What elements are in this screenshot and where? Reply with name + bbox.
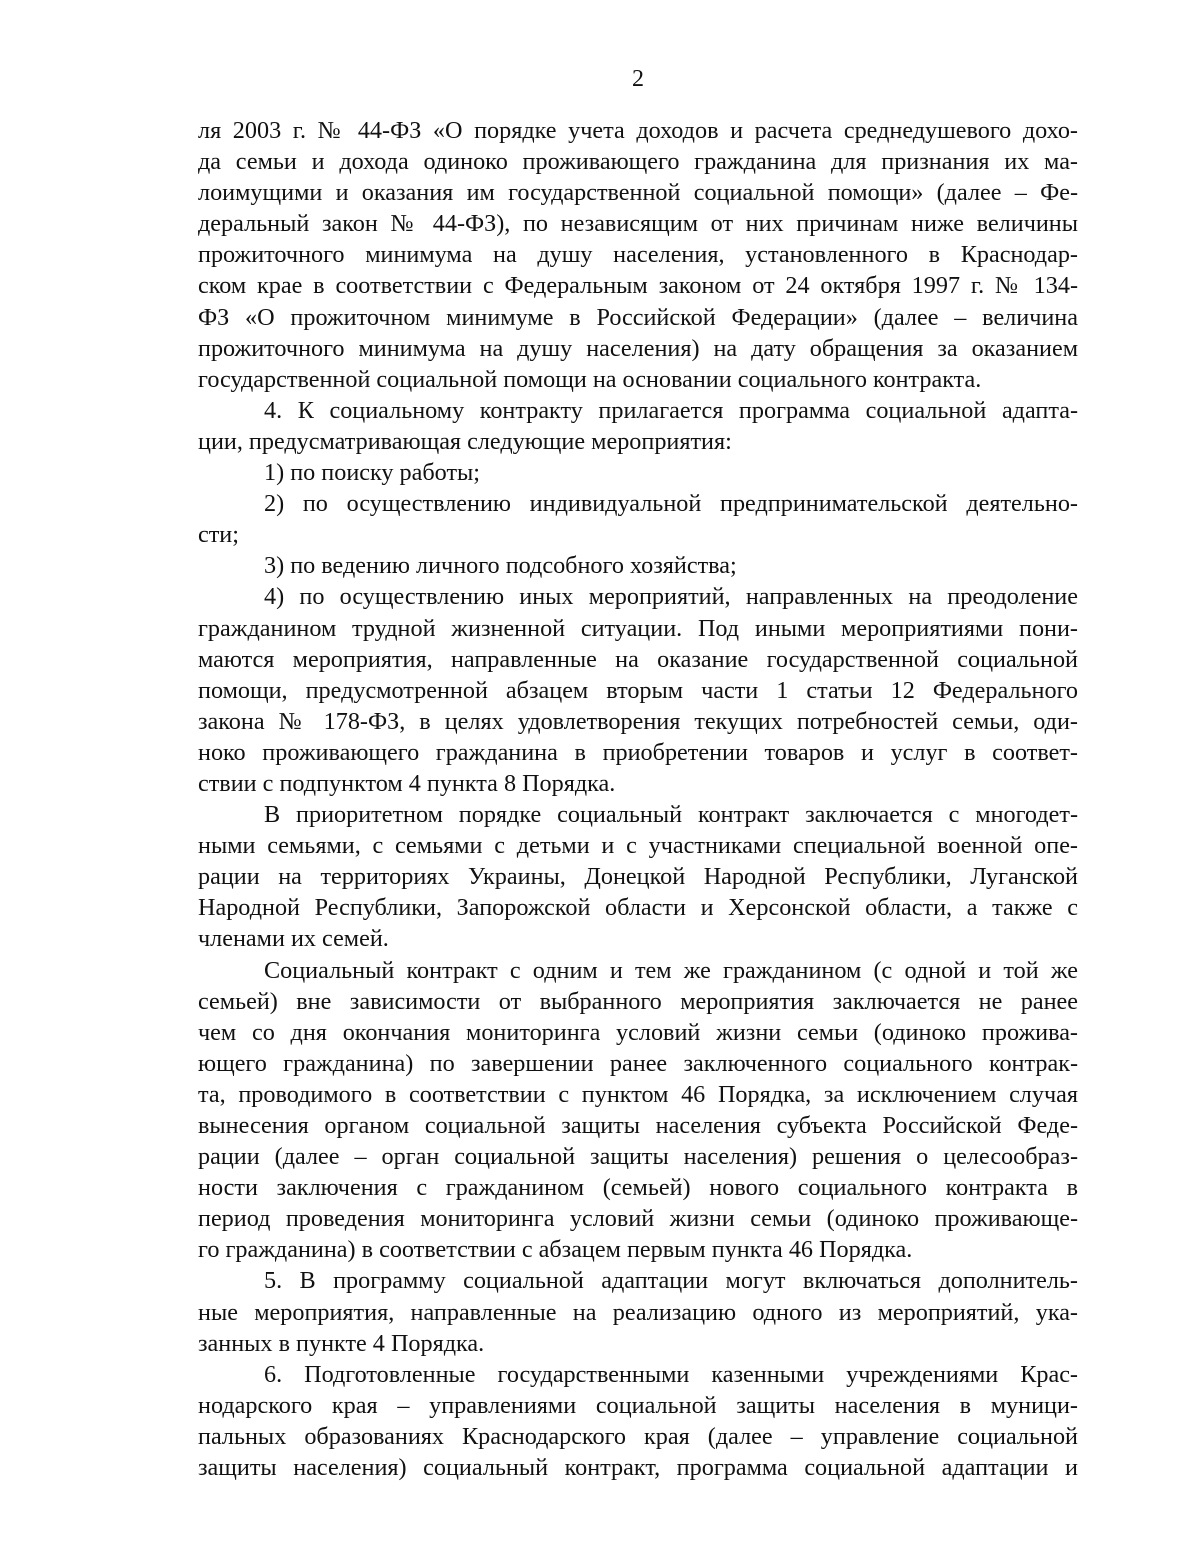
text-line: 6. Подготовленные государственными казенными учреждениями Крас- — [264, 1360, 1078, 1388]
text-line: помощи, предусмотренной абзацем вторым части 1 статьи 12 Федерального — [198, 676, 1078, 704]
text-line: рации на территориях Украины, Донецкой Народной Республики, Луганской — [198, 863, 1078, 891]
text-line: защиты населения) социальный контракт, программа социальной адаптации и — [198, 1454, 1078, 1482]
text-line: го гражданина) в соответствии с абзацем первым пункта 46 Порядка. — [198, 1236, 913, 1264]
text-line: рации (далее – орган социальной защиты населения) решения о целесообраз- — [198, 1143, 1078, 1171]
text-line: ФЗ «О прожиточном минимуме в Российской Федерации» (далее – величина — [198, 303, 1078, 331]
page-number: 2 — [632, 66, 644, 92]
text-line: 4) по осуществлению иных мероприятий, направленных на преодоление — [264, 583, 1078, 611]
text-line: занных в пункте 4 Порядка. — [198, 1329, 485, 1357]
text-line: вынесения органом социальной защиты населения субъекта Российской Феде- — [198, 1112, 1078, 1139]
text-line: ности заключения с гражданином (семьей) нового социального контракта в — [198, 1174, 1078, 1202]
text-line: та, проводимого в соответствии с пунктом 46 Порядка, за исключением случая — [198, 1080, 1078, 1108]
text-line: 4. К социальному контракту прилагается программа социальной адапта- — [264, 396, 1078, 424]
text-line: сти; — [198, 521, 239, 549]
text-line: Социальный контракт с одним и тем же гражданином (с одной и той же — [264, 956, 1078, 984]
text-line: ноко проживающего гражданина в приобретении товаров и услуг в соответ- — [198, 738, 1078, 766]
text-line: пальных образованиях Краснодарского края (далее – управление социальной — [198, 1422, 1078, 1450]
document-body — [198, 115, 1078, 1483]
text-line: гражданином трудной жизненной ситуации. Под иными мероприятиями пони- — [198, 614, 1078, 642]
text-line: 3) по ведению личного подсобного хозяйства; — [264, 552, 737, 580]
text-line: да семьи и дохода одиноко проживающего гражданина для признания их ма- — [198, 148, 1078, 176]
text-line: маются мероприятия, направленные на оказание государственной социальной — [198, 645, 1078, 673]
text-line: период проведения мониторинга условий жизни семьи (одиноко проживающе- — [198, 1205, 1078, 1233]
text-line: ствии с подпунктом 4 пункта 8 Порядка. — [198, 769, 616, 797]
text-line: деральный закон № 44-ФЗ), по независящим от них причинам ниже величины — [198, 210, 1078, 238]
text-line: ции, предусматривающая следующие мероприятия: — [198, 427, 732, 455]
text-line: государственной социальной помощи на основании социального контракта. — [198, 365, 982, 393]
text-line: ском крае в соответствии с Федеральным законом от 24 октября 1997 г. № 134- — [198, 272, 1078, 300]
text-line: ля 2003 г. № 44-ФЗ «О порядке учета доходов и расчета среднедушевого дохо- — [198, 117, 1078, 144]
text-line: чем со дня окончания мониторинга условий жизни семьи (одиноко прожива- — [198, 1018, 1078, 1046]
text-line: ными семьями, с семьями с детьми и с участниками специальной военной опе- — [198, 832, 1078, 860]
text-line: семьей) вне зависимости от выбранного мероприятия заключается не ранее — [198, 987, 1078, 1015]
text-line: 2) по осуществлению индивидуальной предпринимательской деятельно- — [264, 490, 1078, 518]
text-line: нодарского края – управлениями социальной защиты населения в муници- — [198, 1391, 1078, 1419]
text-line: прожиточного минимума на душу населения, установленного в Краснодар- — [198, 241, 1078, 269]
text-line: 5. В программу социальной адаптации могут включаться дополнитель- — [264, 1267, 1078, 1295]
text-line: закона № 178-ФЗ, в целях удовлетворения текущих потребностей семьи, оди- — [198, 707, 1078, 735]
text-line: лоимущими и оказания им государственной социальной помощи» (далее – Фе- — [198, 179, 1078, 207]
text-line: ющего гражданина) по завершении ранее заключенного социального контрак- — [198, 1049, 1078, 1077]
text-line: В приоритетном порядке социальный контракт заключается с многодет- — [264, 801, 1078, 829]
text-line: прожиточного минимума на душу населения) на дату обращения за оказанием — [198, 334, 1078, 362]
text-line: 1) по поиску работы; — [264, 459, 480, 487]
text-line: ные мероприятия, направленные на реализацию одного из мероприятий, ука- — [198, 1298, 1078, 1326]
text-line: членами их семей. — [198, 925, 389, 953]
text-line: Народной Республики, Запорожской области и Херсонской области, а также с — [198, 894, 1078, 922]
